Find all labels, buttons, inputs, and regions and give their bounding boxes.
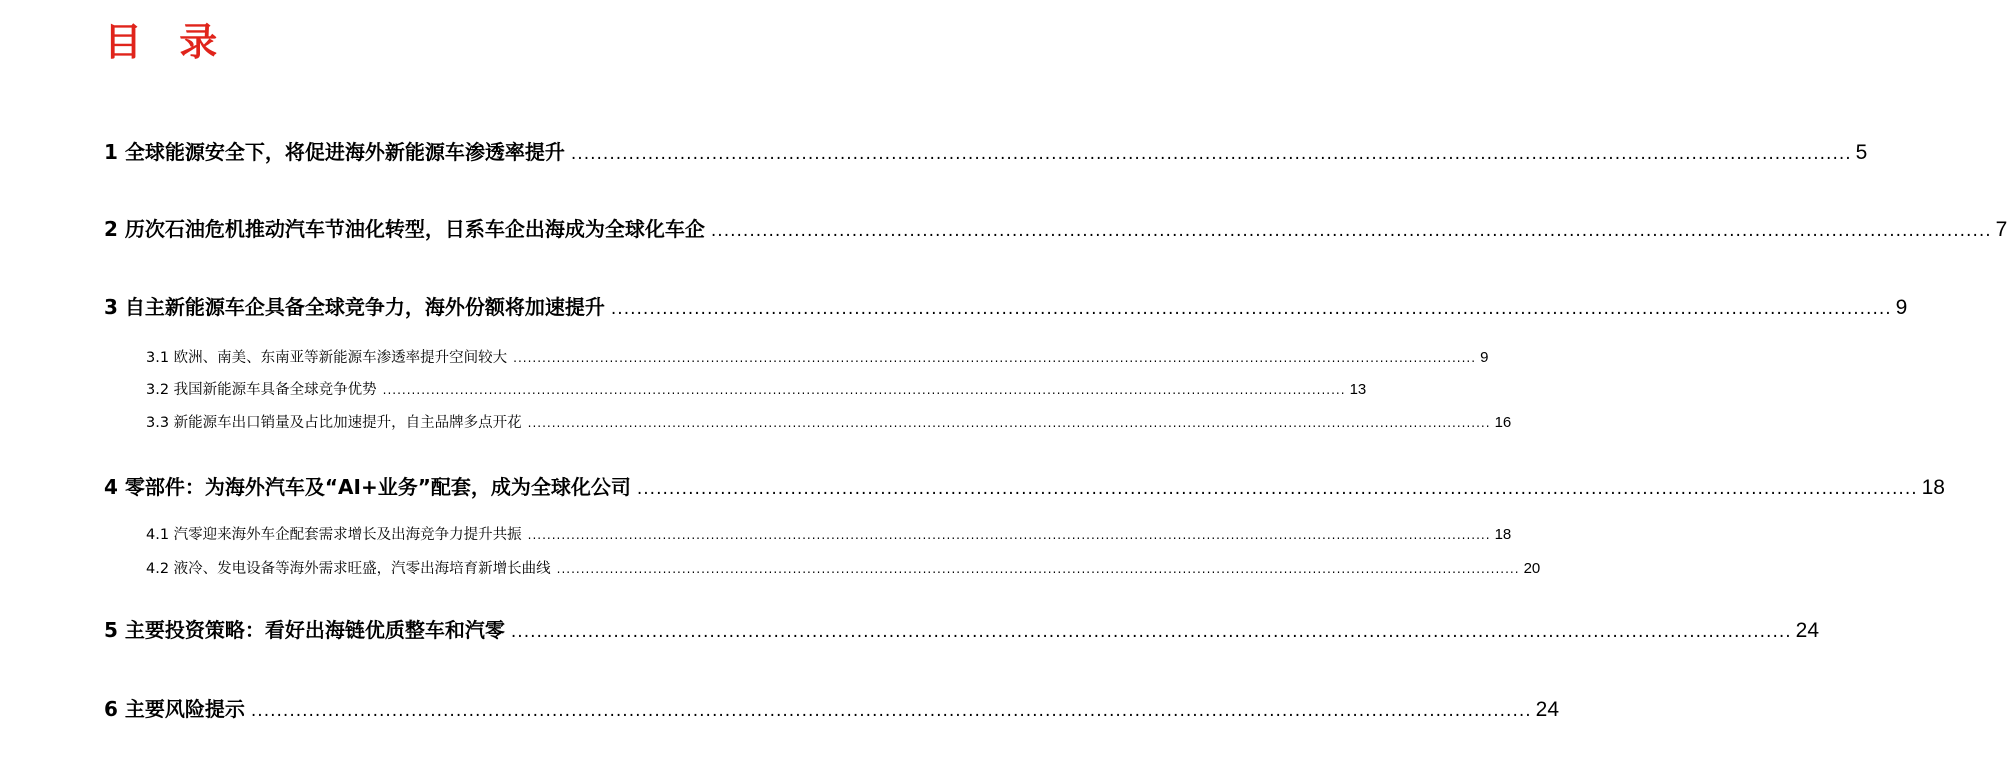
dot-leader: ........................................................................................................................................................................................................ [610, 299, 1892, 319]
toc-entry-text: 4.2 液冷、发电设备等海外需求旺盛，汽零出海培育新增长曲线 [146, 561, 551, 577]
toc-entry-text: 3.3 新能源车出口销量及占比加速提升，自主品牌多点开花 [146, 415, 522, 431]
dot-leader: ........................................................................................................................................................................................................ [527, 528, 1491, 542]
toc-entry-4-2[interactable] [146, 558, 1541, 580]
toc-entry-text: 3.1 欧洲、南美、东南亚等新能源车渗透率提升空间较大 [146, 350, 508, 366]
toc-entry-4-1[interactable] [146, 524, 1512, 546]
toc-entry-text: 4.1 汽零迎来海外车企配套需求增长及出海竞争力提升共振 [146, 527, 522, 543]
toc-entry-3[interactable] [104, 292, 1908, 322]
dot-leader: ........................................................................................................................................................................................................ [570, 144, 1852, 164]
toc-entry-1[interactable] [104, 137, 1868, 167]
toc-entry-text: 5 主要投资策略：看好出海链优质整车和汽零 [104, 618, 505, 642]
toc-entry-2[interactable] [104, 214, 2007, 244]
toc-entry-6[interactable] [104, 694, 1560, 724]
toc-page-number: 7 [1995, 218, 2007, 241]
toc-entry-text: 2 历次石油危机推动汽车节油化转型，日系车企出海成为全球化车企 [104, 217, 705, 241]
toc-page-number: 18 [1921, 476, 1945, 499]
toc-entry-4[interactable] [104, 472, 1945, 502]
toc-entry-text: 3 自主新能源车企具备全球竞争力，海外份额将加速提升 [104, 295, 605, 319]
dot-leader: ........................................................................................................................................................................................................ [250, 701, 1532, 721]
toc-entry-3-3[interactable] [146, 412, 1512, 434]
toc-page-number: 24 [1795, 619, 1820, 642]
toc-entry-3-2[interactable] [146, 379, 1367, 401]
dot-leader: ........................................................................................................................................................................................................ [527, 416, 1491, 430]
toc-entry-text: 3.2 我国新能源车具备全球竞争优势 [146, 382, 377, 398]
toc-page-number: 20 [1523, 560, 1541, 577]
dot-leader: ........................................................................................................................................................................................................ [710, 221, 1992, 241]
toc-entry-3-1[interactable] [146, 347, 1489, 369]
toc-entry-text: 1 全球能源安全下，将促进海外新能源车渗透率提升 [104, 140, 565, 164]
toc-page-number: 5 [1855, 141, 1868, 164]
toc-page-number: 16 [1494, 414, 1512, 431]
toc-page-number: 24 [1535, 698, 1560, 721]
dot-leader: ........................................................................................................................................................................................................ [510, 622, 1792, 642]
dot-leader: ........................................................................................................................................................................................................ [513, 351, 1477, 365]
dot-leader: ........................................................................................................................................................................................................ [382, 383, 1346, 397]
dot-leader: ........................................................................................................................................................................................................ [636, 479, 1918, 499]
toc-page-number: 18 [1494, 526, 1512, 543]
toc-page-number: 9 [1480, 349, 1489, 366]
toc-entry-text: 4 零部件：为海外汽车及“AI+业务”配套，成为全球化公司 [104, 475, 631, 499]
dot-leader: ........................................................................................................................................................................................................ [556, 562, 1520, 576]
toc-title: 目 录 [104, 20, 230, 64]
toc-page-number: 13 [1349, 381, 1367, 398]
toc-page-number: 9 [1895, 296, 1908, 319]
toc-entry-5[interactable] [104, 615, 1820, 645]
toc-entry-text: 6 主要风险提示 [104, 697, 245, 721]
